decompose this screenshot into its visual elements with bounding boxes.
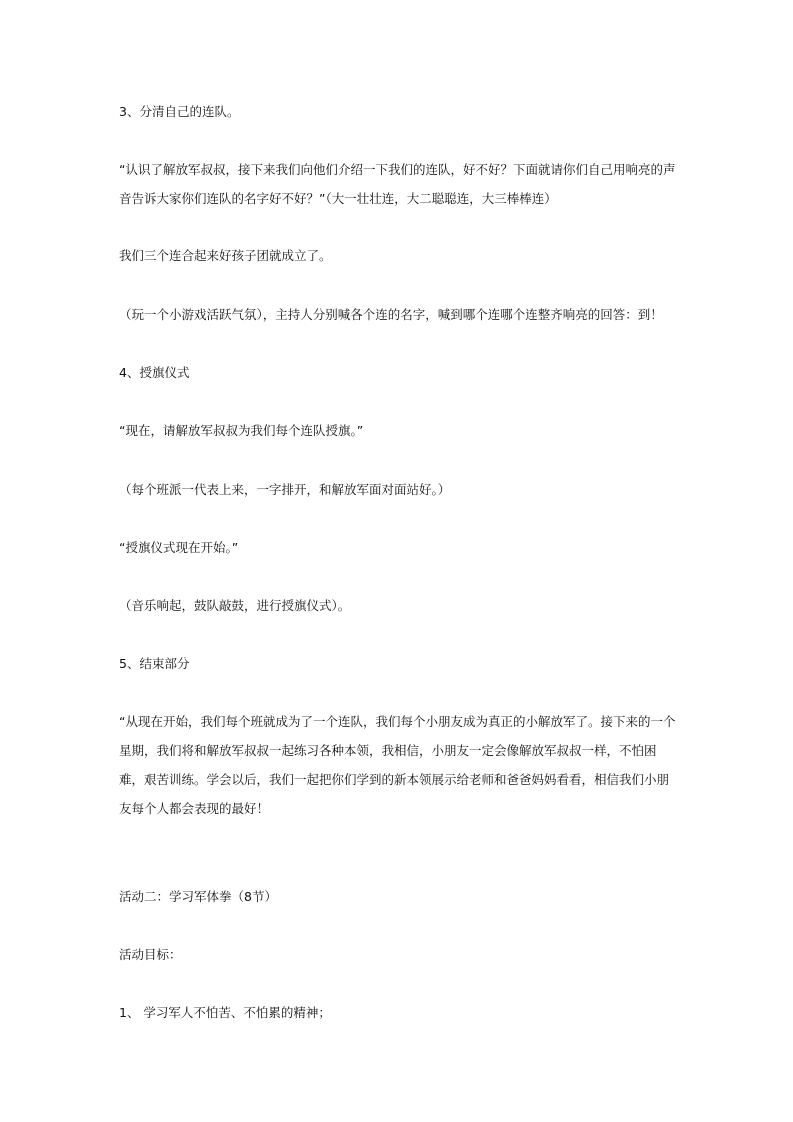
paragraph-flag-request: “现在，请解放军叔叔为我们每个连队授旗。”: [119, 423, 364, 438]
activity-goals-label: 活动目标：: [119, 947, 182, 962]
paragraph-regiment-formed: 我们三个连合起来好孩子团就成立了。: [119, 248, 332, 263]
activity-two-heading: 活动二：学习军体拳（8节）: [119, 889, 277, 904]
paragraph-ceremony-start: “授旗仪式现在开始。”: [119, 540, 239, 555]
section-heading-5: 5、结束部分: [119, 656, 190, 671]
paragraph-game: （玩一个小游戏活跃气氛），主持人分别喊各个连的名字，喊到哪个连哪个连整齐响亮的回答：到！: [119, 307, 663, 322]
paragraph-conclusion: “从现在开始，我们每个班就成为了一个连队，我们每个小朋友成为真正的小解放军了。接下来的一个星期，我们将和解放军叔叔一起练习各种本领，我相信，小朋友一定会像解放军叔叔一样，不怕困难，艰苦训练。学会以后，我们一起把你们学到的新本领展示给老师和爸爸妈妈看看，相信我们小朋友每个人都会表现的最好！: [119, 714, 676, 816]
paragraph-music: （音乐响起，鼓队敲鼓，进行授旗仪式）。: [119, 598, 351, 613]
goal-item-1: 1、 学习军人不怕苦、不怕累的精神；: [119, 1005, 331, 1020]
section-heading-3: 3、分清自己的连队。: [119, 104, 240, 119]
section-heading-4: 4、授旗仪式: [119, 365, 190, 380]
paragraph-introduce-companies: “认识了解放军叔叔，接下来我们向他们介绍一下我们的连队，好不好？下面就请你们自己用响亮的声音告诉大家你们连队的名字好不好？”（大一壮壮连，大二聪聪连，大三棒棒连）: [119, 162, 676, 206]
paragraph-line-up: （每个班派一代表上来，一字排开，和解放军面对面站好。）: [119, 482, 451, 497]
